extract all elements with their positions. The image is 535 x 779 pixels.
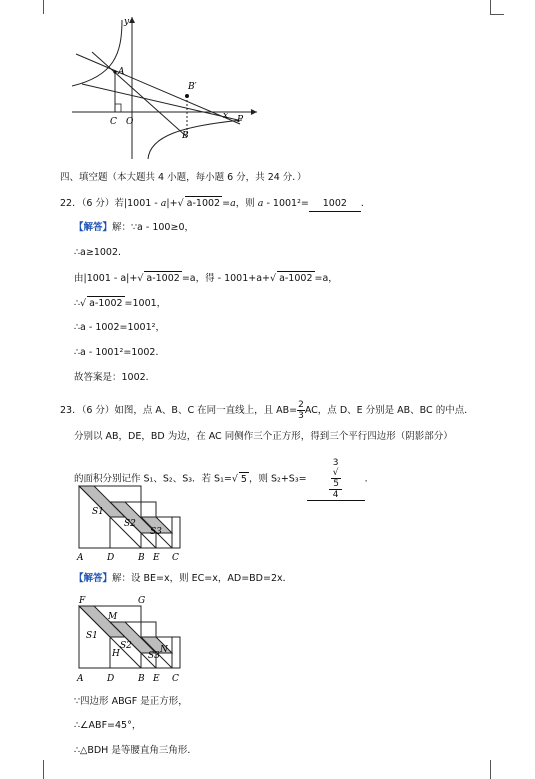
q22-solution-1: 【解答】解：∵a - 100≥0，	[74, 222, 194, 233]
q23-line-1: 23．（6 分）如图，点 A、B、C 在同一直线上，且 AB= $\frac{2}{3}$ AC，点 D、E 分别是 AB、BC 的中点．	[60, 400, 474, 421]
fig2-C: C	[172, 553, 179, 563]
crop-mark-top-right	[490, 0, 491, 14]
label-y: y	[124, 17, 130, 27]
fig2-E: E	[153, 553, 160, 563]
squares-figure	[74, 482, 194, 564]
q22-stem: 22．（6 分）若|1001 - a|+√ a-1002 =a，则 a - 1001²= 1002 ．	[60, 196, 370, 212]
fig3-E: E	[153, 674, 160, 684]
section-heading: 四、填空题（本大题共 4 小题，每小题 6 分，共 24 分．）	[60, 172, 307, 183]
q22-sqrt: a-1002	[186, 198, 221, 209]
fig3-B: B	[138, 674, 145, 684]
crop-mark-top-left	[43, 0, 44, 14]
fig3-H: H	[112, 649, 120, 659]
label-O: O	[126, 117, 134, 127]
q22-solution-3: 由|1001 - a|+√ a-1002 =a，得 - 1001+a+√ a-1002 =a，	[74, 273, 338, 284]
fig3-S3: S3	[148, 651, 160, 661]
q23-answer: 3 √ 5 4	[307, 458, 365, 501]
q23-conclusion-2: ∴∠ABF=45°，	[74, 720, 142, 731]
label-A: A	[118, 67, 125, 77]
fig2-D: D	[107, 553, 115, 563]
label-P: P	[237, 115, 244, 125]
q22-solution-6: ∴a - 1001²=1002．	[74, 347, 165, 358]
fig3-S1: S1	[86, 631, 98, 641]
q23-fraction: $\frac{2}{3}$	[298, 400, 304, 421]
q23-line-2: 分别以 AB，DE，BD 为边，在 AC 同侧作三个正方形，得到三个平行四边形（阴影部分）	[74, 431, 453, 442]
fig3-G: G	[138, 596, 146, 606]
fig2-S3: S3	[150, 527, 162, 537]
q22-solution-5: ∴a - 1002=1001²，	[74, 322, 165, 333]
fig2-B: B	[138, 553, 145, 563]
q23-line-3: 的面积分别记作 S₁、S₂、S₃．若 S₁=√ 5 ，则 S₂+S₃= 3 √ 5 4 ．	[74, 458, 375, 500]
q23-conclusion-1: ∵四边形 ABGF 是正方形，	[74, 696, 188, 707]
fig3-S2: S2	[120, 641, 132, 651]
label-x: x	[223, 111, 229, 121]
fig3-C: C	[172, 674, 179, 684]
fig3-F: F	[79, 596, 86, 606]
q22-solution-2: ∴a≥1002．	[74, 247, 128, 258]
label-B: B	[182, 131, 189, 141]
crop-mark-top-right-h	[490, 14, 504, 15]
fig3-A: A	[77, 674, 84, 684]
q23-solution-tag: 【解答】	[74, 573, 113, 584]
fig2-S2: S2	[124, 519, 136, 529]
labeled-squares-figure	[74, 592, 194, 684]
q22-final: 故答案是：1002．	[74, 372, 156, 383]
label-C: C	[110, 117, 117, 127]
crop-mark-bottom-left	[43, 760, 44, 779]
q22-answer: 1002	[309, 197, 361, 212]
fig2-S1: S1	[92, 507, 104, 517]
label-B-prime: B′	[188, 82, 197, 92]
q22-solution-4: ∴√ a-1002 =1001，	[74, 298, 167, 309]
hyperbola-figure	[72, 14, 262, 162]
fig3-D: D	[107, 674, 115, 684]
fig2-A: A	[77, 553, 84, 563]
q23-solution: 【解答】解：设 BE=x，则 EC=x，AD=BD=2x．	[74, 573, 293, 584]
q23-conclusion-3: ∴△BDH 是等腰直角三角形．	[74, 745, 197, 756]
fig3-M: M	[108, 612, 118, 622]
crop-mark-bottom-right	[490, 760, 491, 779]
q22-solution-tag: 【解答】	[74, 222, 113, 233]
fig3-N: N	[160, 645, 168, 655]
